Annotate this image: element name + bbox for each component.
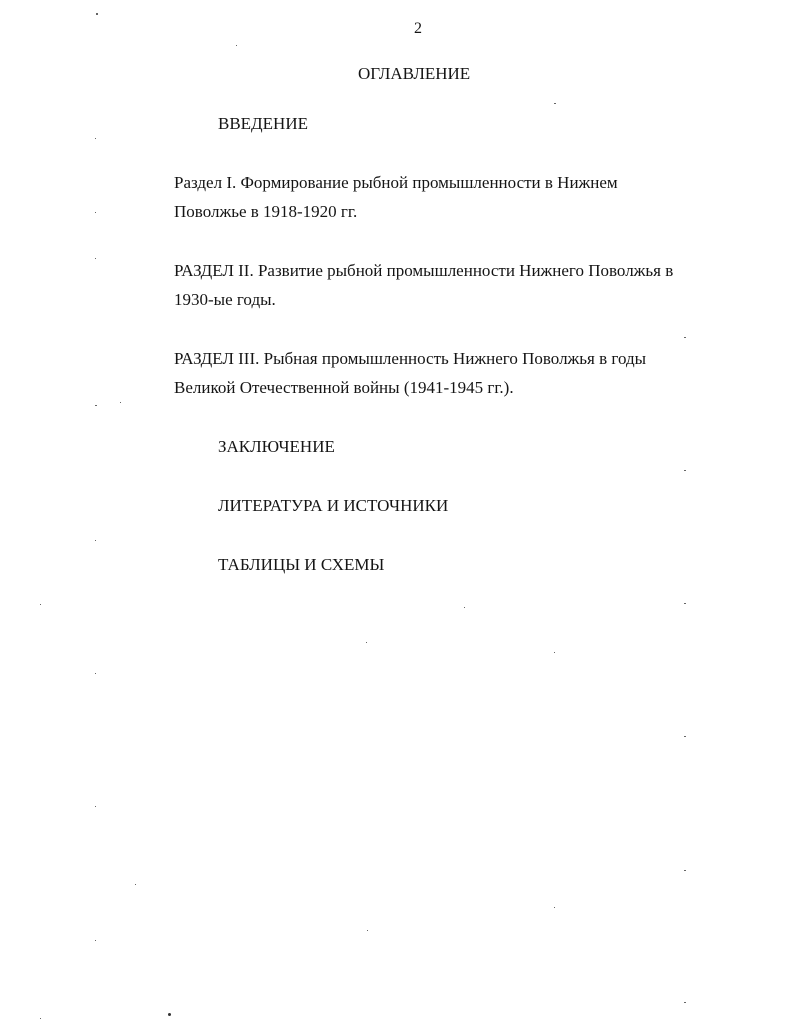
scan-speck — [367, 930, 368, 931]
toc-section-1 — [174, 168, 714, 226]
scan-speck — [135, 884, 136, 885]
toc-section-3 — [174, 344, 714, 402]
scan-speck — [40, 604, 41, 605]
toc-section-1-line-2: Поволжье в 1918-1920 гг. — [174, 202, 358, 221]
scan-speck — [684, 470, 686, 471]
page-number: 2 — [414, 20, 422, 37]
scan-speck — [554, 907, 555, 908]
toc-section-3-line-1: РАЗДЕЛ III. Рыбная промышленность Нижнего Поволжья в годы — [174, 349, 647, 368]
scan-speck — [464, 607, 465, 608]
toc-item-conclusion: ЗАКЛЮЧЕНИЕ — [218, 437, 335, 456]
scan-speck — [684, 603, 686, 604]
scan-speck — [95, 138, 96, 139]
scan-speck — [554, 103, 556, 104]
scan-speck — [684, 1002, 686, 1003]
toc-section-1-line-1: Раздел I. Формирование рыбной промышленности в Нижнем — [174, 173, 618, 192]
scan-speck — [684, 736, 686, 737]
scan-speck — [168, 1013, 171, 1016]
toc-item-tables: ТАБЛИЦЫ И СХЕМЫ — [218, 555, 385, 574]
toc-item-introduction: ВВЕДЕНИЕ — [218, 114, 308, 133]
scan-speck — [236, 45, 237, 46]
scan-speck — [95, 212, 96, 213]
scan-speck — [96, 13, 98, 15]
toc-section-3-line-2: Великой Отечественной войны (1941-1945 гг.). — [174, 378, 514, 397]
toc-title: ОГЛАВЛЕНИЕ — [358, 64, 471, 83]
scan-speck — [95, 940, 96, 941]
toc-section-2 — [174, 256, 714, 314]
scan-speck — [684, 337, 686, 338]
scan-speck — [95, 405, 97, 406]
scan-speck — [95, 258, 96, 259]
scan-speck — [95, 673, 96, 674]
scan-speck — [120, 402, 121, 403]
scan-speck — [40, 1018, 41, 1019]
scan-speck — [95, 540, 96, 541]
scan-speck — [684, 870, 686, 871]
toc-item-literature: ЛИТЕРАТУРА И ИСТОЧНИКИ — [218, 496, 449, 515]
toc-section-2-line-2: 1930-ые годы. — [174, 290, 276, 309]
scan-speck — [554, 652, 555, 653]
scan-speck — [95, 806, 96, 807]
scan-speck — [366, 642, 367, 643]
toc-section-2-line-1: РАЗДЕЛ II. Развитие рыбной промышленности Нижнего Поволжья в — [174, 261, 674, 280]
